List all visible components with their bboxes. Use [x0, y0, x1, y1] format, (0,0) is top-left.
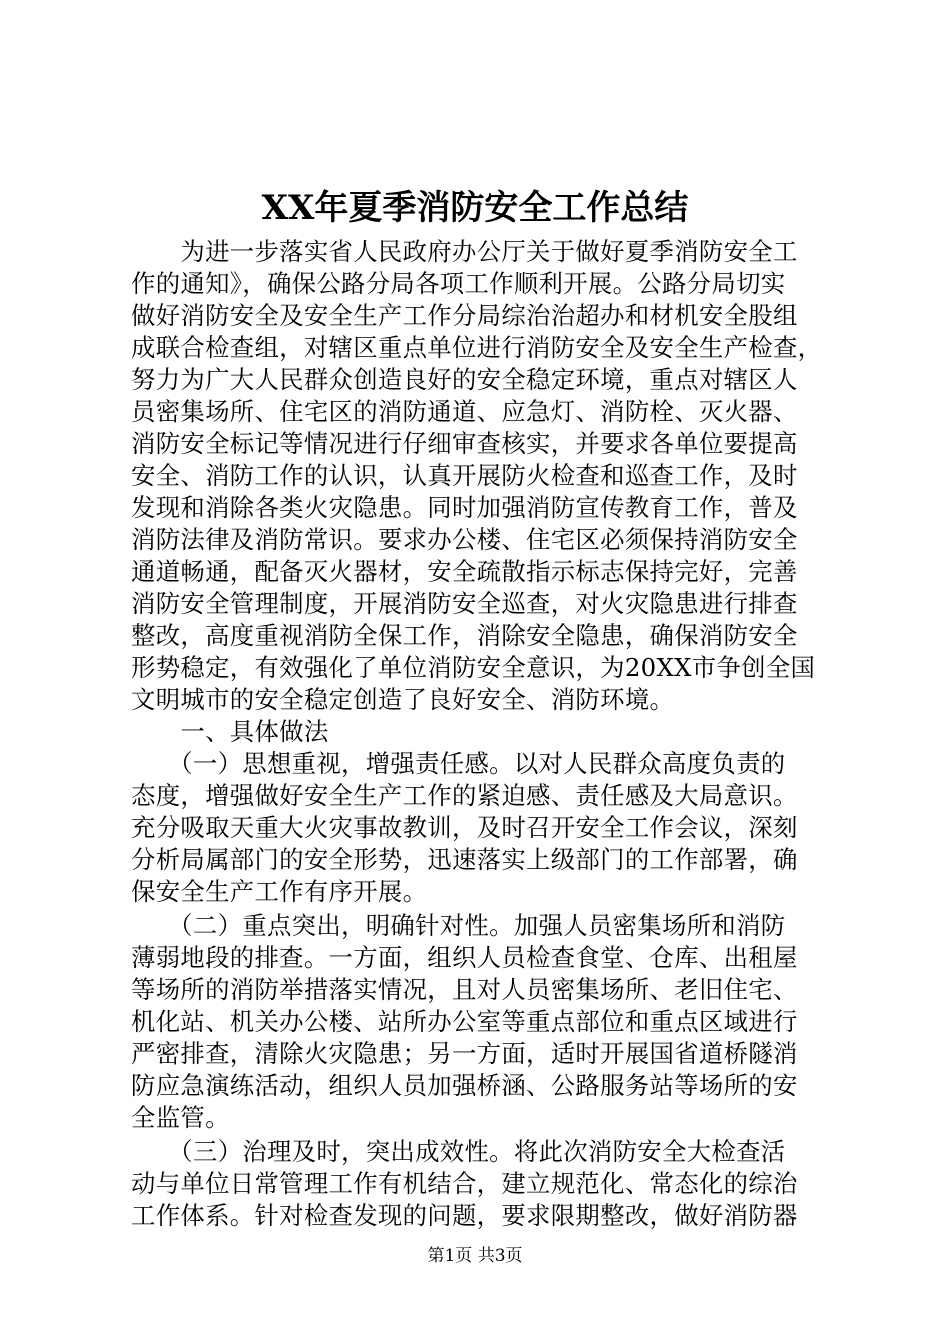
- body-line: 机化站、机关办公楼、站所办公室等重点部位和重点区域进行: [131, 1007, 798, 1036]
- body-line: 等场所的消防举措落实情况，且对人员密集场所、老旧住宅、: [131, 975, 798, 1004]
- body-line: 工作体系。针对检查发现的问题，要求限期整改，做好消防器: [131, 1201, 798, 1230]
- body-line: 保安全生产工作有序开展。: [131, 877, 428, 906]
- body-line: 消防安全标记等情况进行仔细审查核实，并要求各单位要提高: [131, 429, 798, 458]
- body-line: 严密排查，清除火灾隐患；另一方面，适时开展国省道桥隧消: [131, 1039, 798, 1068]
- document-body: [131, 236, 837, 1232]
- body-line: 消防安全管理制度，开展消防安全巡查，对火灾隐患进行排查: [131, 589, 798, 618]
- section-heading: 一、具体做法: [131, 717, 329, 746]
- body-line: 防应急演练活动，组织人员加强桥涵、公路服务站等场所的安: [131, 1071, 798, 1100]
- body-line: 薄弱地段的排查。一方面，组织人员检查食堂、仓库、出租屋: [131, 943, 798, 972]
- body-line: 消防法律及消防常识。要求办公楼、住宅区必须保持消防安全: [131, 525, 798, 554]
- body-line: 充分吸取天重大火灾事故教训，及时召开安全工作会议，深刻: [131, 813, 798, 842]
- body-line: 安全、消防工作的认识，认真开展防火检查和巡查工作，及时: [131, 461, 798, 490]
- body-line: （三）治理及时，突出成效性。将此次消防安全大检查活: [131, 1137, 786, 1166]
- body-line: 通道畅通，配备灭火器材，安全疏散指示标志保持完好，完善: [131, 557, 798, 586]
- body-line: 分析局属部门的安全形势，迅速落实上级部门的工作部署，确: [131, 845, 798, 874]
- body-line: 做好消防安全及安全生产工作分局综治治超办和材机安全股组: [131, 301, 798, 330]
- body-line: （一）思想重视，增强责任感。以对人民群众高度负责的: [131, 749, 786, 778]
- page-footer: 第1页 共3页: [427, 1246, 523, 1266]
- body-line: 整改，高度重视消防全保工作，消除安全隐患，确保消防安全: [131, 621, 798, 650]
- body-line: 动与单位日常管理工作有机结合，建立规范化、常态化的综治: [131, 1169, 798, 1198]
- body-line: 为进一步落实省人民政府办公厅关于做好夏季消防安全工: [131, 237, 798, 266]
- body-line: 文明城市的安全稳定创造了良好安全、消防环境。: [131, 685, 675, 714]
- body-line: 发现和消除各类火灾隐患。同时加强消防宣传教育工作，普及: [131, 493, 798, 522]
- document-title: XX年夏季消防安全工作总结: [261, 188, 689, 228]
- body-line: 形势稳定，有效强化了单位消防安全意识，为20XX市争创全国: [131, 653, 816, 682]
- body-line: 员密集场所、住宅区的消防通道、应急灯、消防栓、灭火器、: [131, 397, 798, 426]
- body-line: 作的通知》，确保公路分局各项工作顺利开展。公路分局切实: [131, 269, 786, 298]
- body-line: 态度，增强做好安全生产工作的紧迫感、责任感及大局意识。: [131, 781, 798, 810]
- body-line: 成联合检查组，对辖区重点单位进行消防安全及安全生产检查，: [131, 333, 823, 362]
- body-line: 努力为广大人民群众创造良好的安全稳定环境，重点对辖区人: [131, 365, 798, 394]
- body-line: （二）重点突出，明确针对性。加强人员密集场所和消防: [131, 911, 786, 940]
- body-line: 全监管。: [131, 1103, 230, 1132]
